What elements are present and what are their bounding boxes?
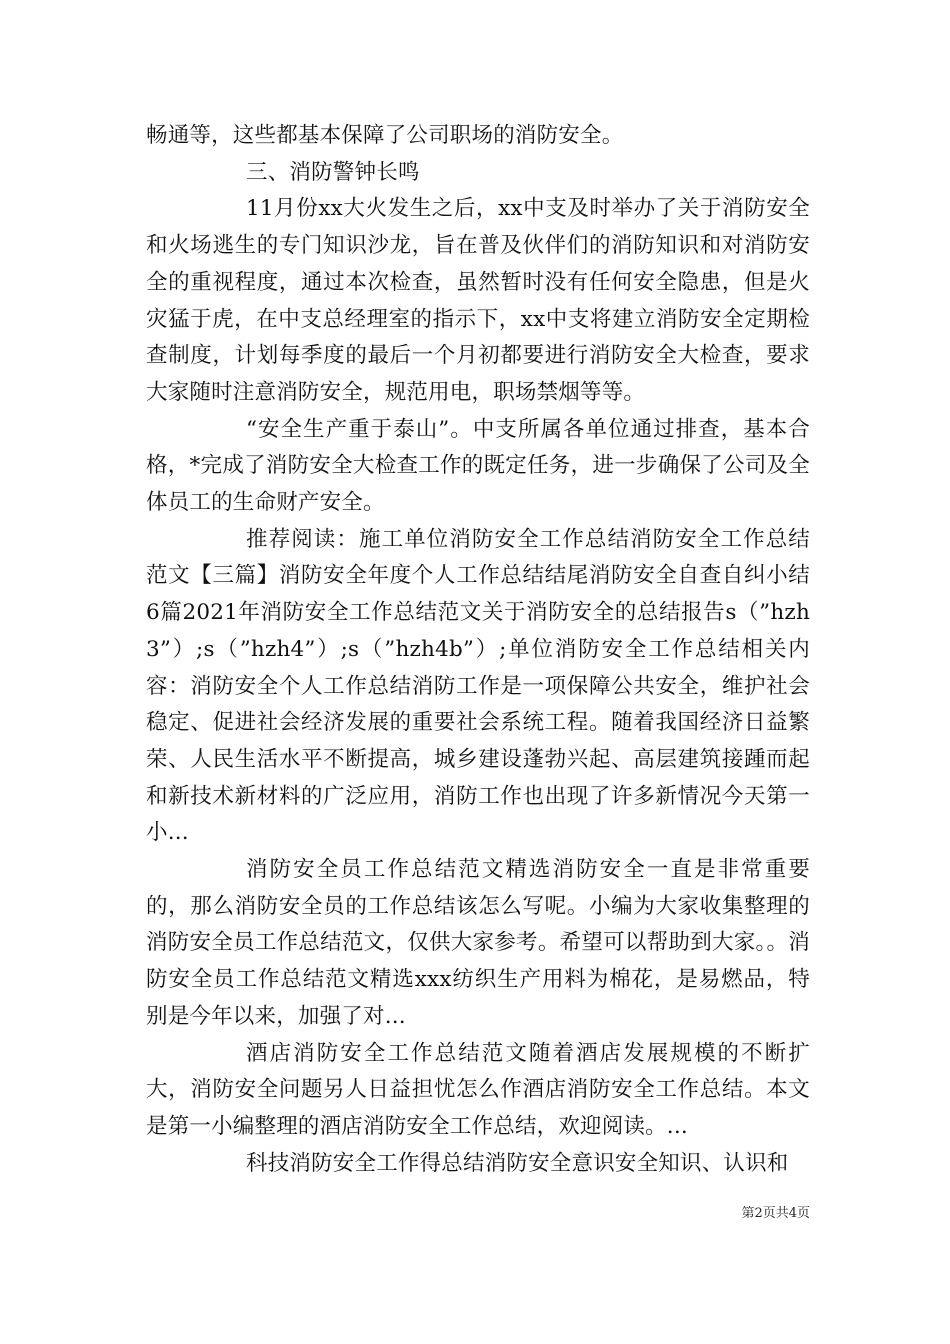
paragraph-tech-summary: 科技消防安全工作得总结消防安全意识安全知识、认识和: [246, 1150, 789, 1176]
page-number: 第2页共4页: [741, 1206, 810, 1221]
paragraph-continuation: 畅通等，这些都基本保障了公司职场的消防安全。: [146, 123, 624, 148]
document-body: [146, 118, 810, 1182]
paragraph-recommended-reading: 推荐阅读：施工单位消防安全工作总结消防安全工作总结范文【三篇】消防安全年度个人工作总结结尾消防安全自查自纠小结6篇2021年消防安全工作总结范文关于消防安全的总结报告s（”hzh3”）;s（”hzh4”）;s（”hzh4b”）;单位消防安全工作总结相关内容：消防安全个人工作总结消防工作是一项保障公共安全，维护社会稳定、促进社会经济发展的重要社会系统工程。随着我国经济日益繁荣、人民生活水平不断提高，城乡建设蓬勃兴起、高层建筑接踵而起和新技术新材料的广泛应用，消防工作也出现了许多新情况今天第一小...: [146, 526, 810, 846]
paragraph-safety-production: “安全生产重于泰山”。中支所属各单位通过排查，基本合格，*完成了消防安全大检查工作的既定任务，进一步确保了公司及全体员工的生命财产安全。: [146, 416, 810, 516]
paragraph-fire-salon: 11月份xx大火发生之后，xx中支及时举办了关于消防安全和火场逃生的专门知识沙龙，旨在普及伙伴们的消防知识和对消防安全的重视程度，通过本次检查，虽然暂时没有任何安全隐患，但是火灾猛于虎，在中支总经理室的指示下，xx中支将建立消防安全定期检查制度，计划每季度的最后一个月初都要进行消防安全大检查，要求大家随时注意消防安全，规范用电，职场禁烟等等。: [146, 196, 810, 405]
paragraph-hotel-summary: 酒店消防安全工作总结范文随着酒店发展规模的不断扩大，消防安全问题另人日益担忧怎么作酒店消防安全工作总结。本文是第一小编整理的酒店消防安全工作总结，欢迎阅读。...: [146, 1040, 810, 1139]
section-heading: 三、消防警钟长鸣: [246, 159, 420, 185]
paragraph-safety-officer-summary: 消防安全员工作总结范文精选消防安全一直是非常重要的，那么消防安全员的工作总结该怎么写呢。小编为大家收集整理的消防安全员工作总结范文，仅供大家参考。希望可以帮助到大家。。消防安全员工作总结范文精选xxx纺织生产用料为棉花，是易燃品，特别是今年以来，加强了对...: [146, 857, 810, 1029]
